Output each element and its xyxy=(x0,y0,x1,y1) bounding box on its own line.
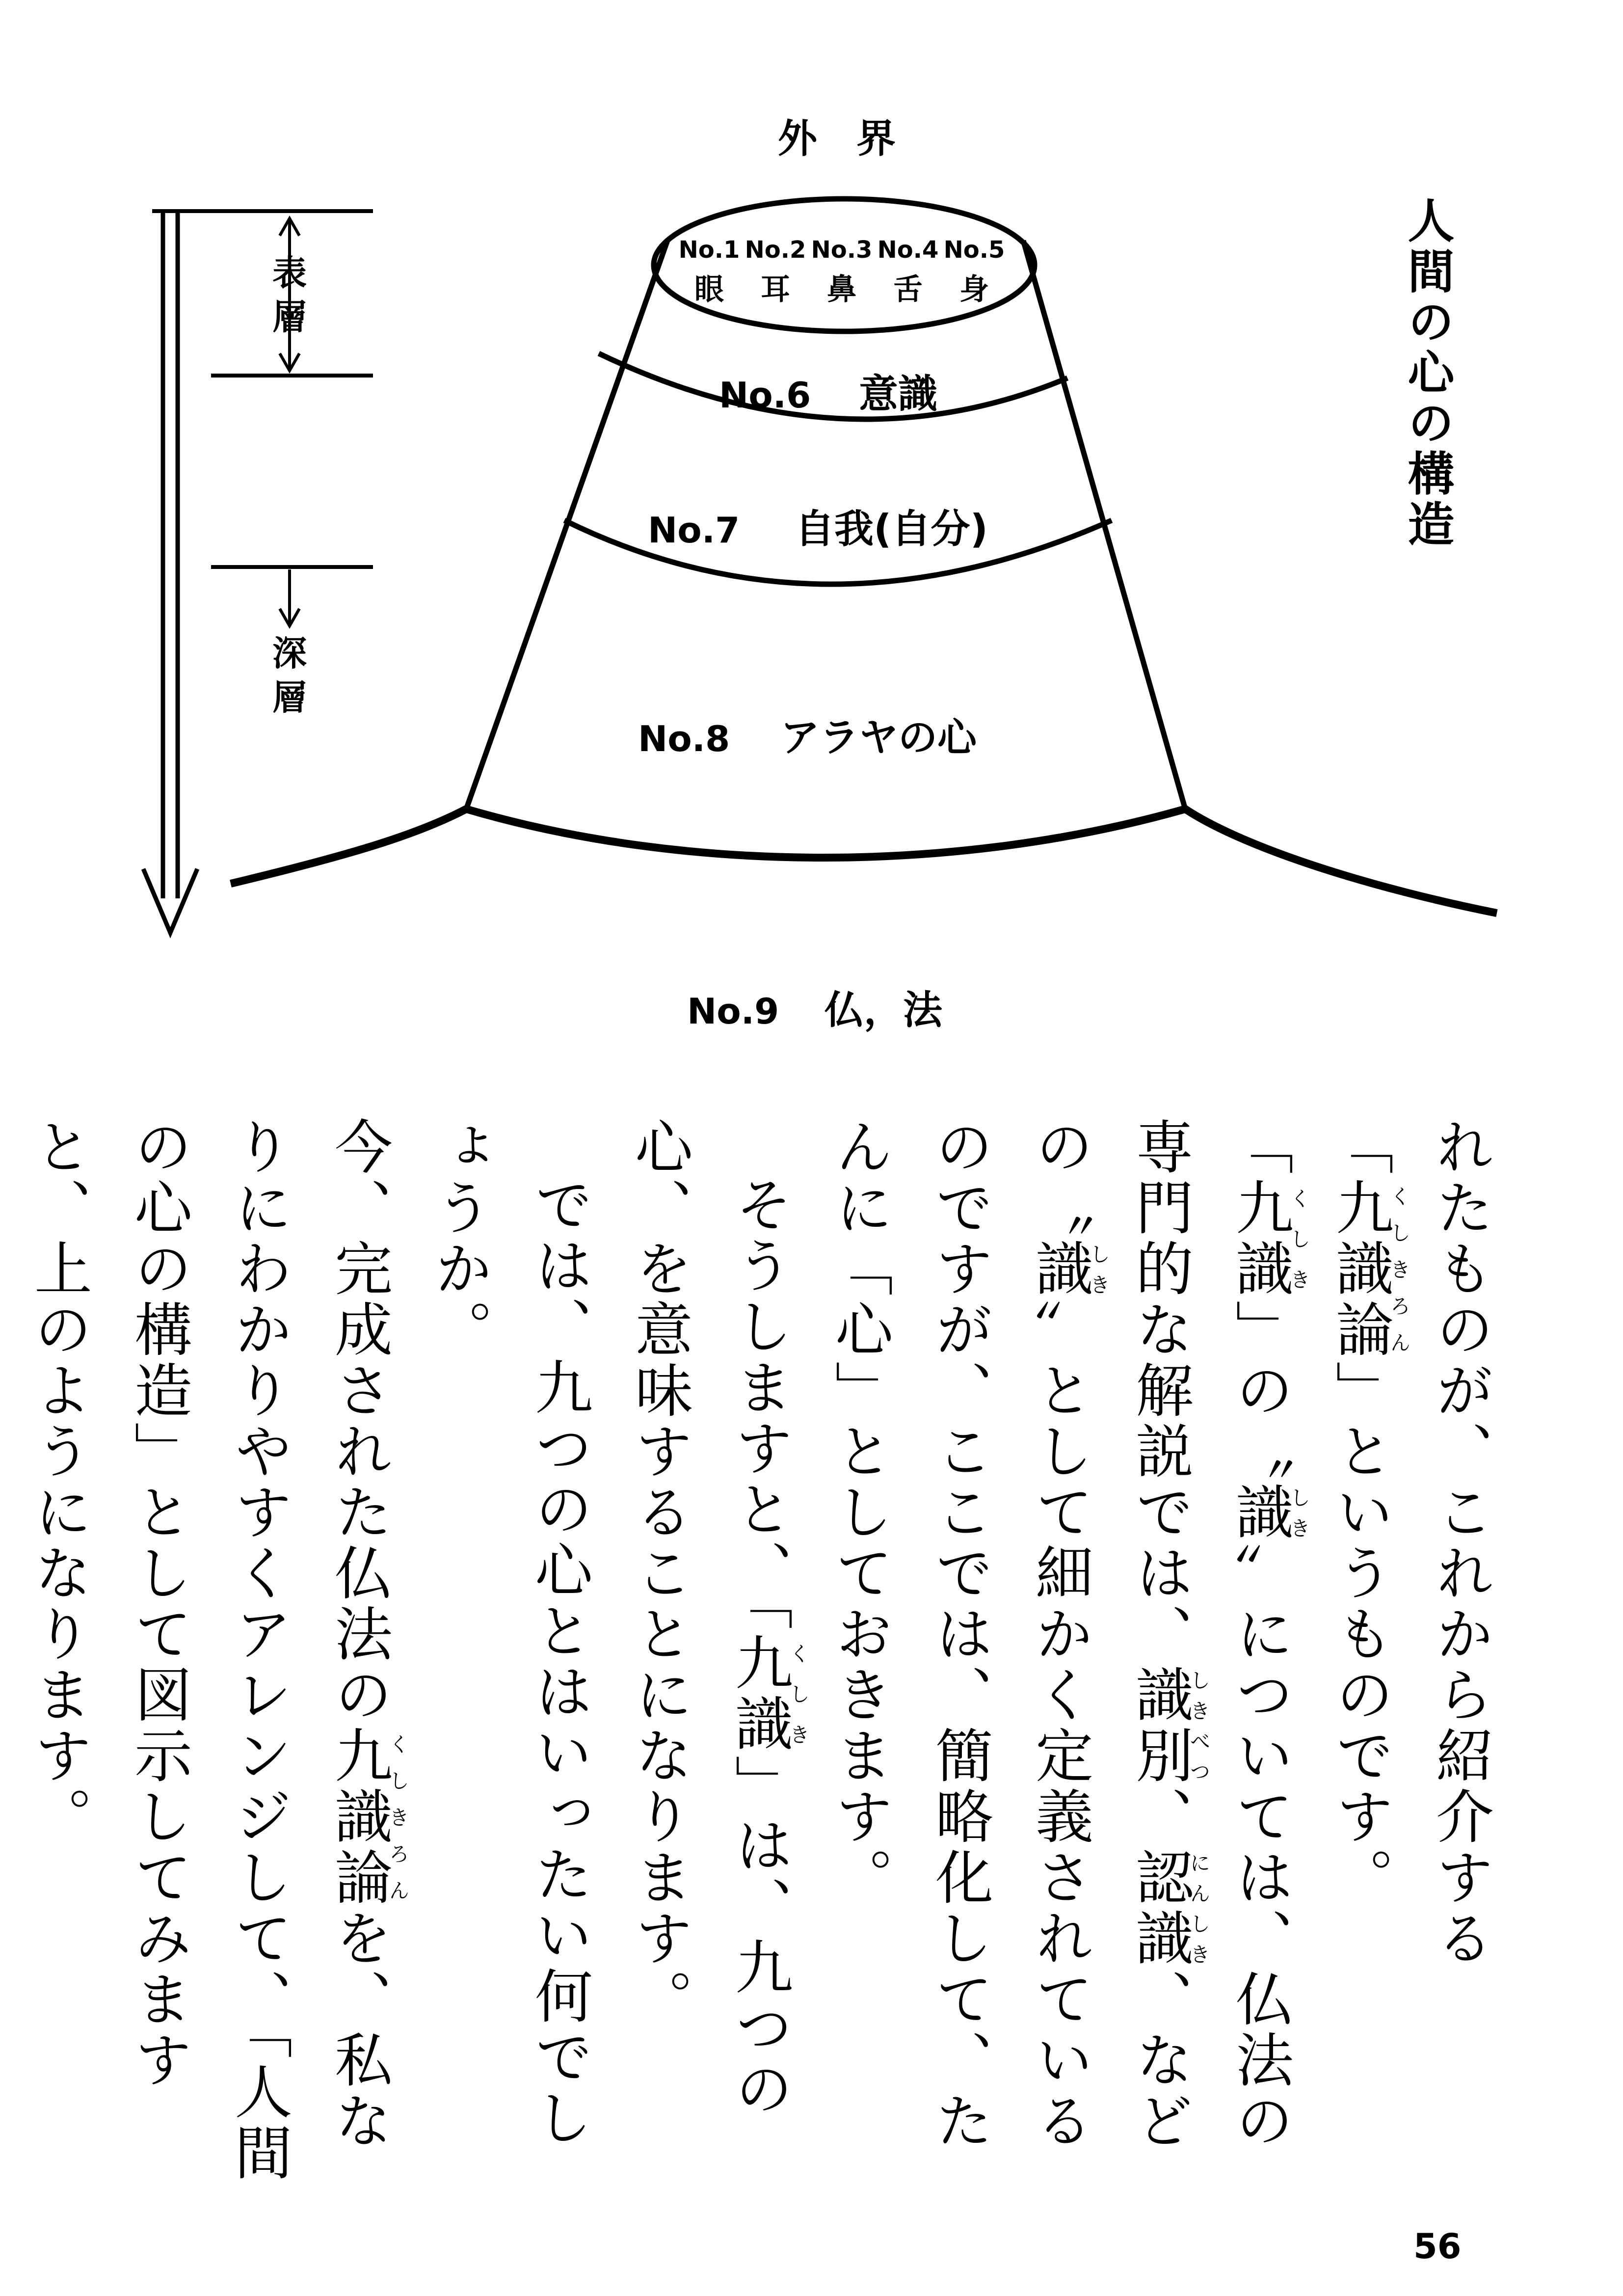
layer7-no: No.7 xyxy=(648,510,740,551)
sense-name: 耳 xyxy=(761,272,790,307)
top-label: 外 界 xyxy=(778,116,896,162)
sense-name: 身 xyxy=(959,272,989,307)
mountain-left-slope xyxy=(466,241,667,809)
surface-label-1: 表 xyxy=(272,253,307,293)
layer6-no: No.6 xyxy=(719,375,811,416)
ruby-reading: しき xyxy=(1287,1482,1311,1543)
ruby-reading: くしき xyxy=(1287,1178,1311,1299)
ruby-base: 九識 xyxy=(1226,1178,1294,1299)
paragraph-1 xyxy=(1310,1117,1510,2207)
ruby-shiki-2 xyxy=(1026,1239,1111,1299)
text-run: 〟については、仏法の専門的な解説では、 xyxy=(1126,1117,1294,2152)
mountain-base-curve xyxy=(231,809,1497,913)
ruby-reading: くしきろん xyxy=(1387,1178,1411,1360)
text-run: そうしますと、「 xyxy=(725,1175,793,1633)
text-run: れたものが、これから紹介する「 xyxy=(1326,1117,1494,1969)
ruby-base: 認識 xyxy=(1126,1847,1194,1969)
text-run: 、などの〝 xyxy=(1026,1117,1194,2152)
ruby-reading: にんしき xyxy=(1187,1847,1211,1969)
surface-label-2: 層 xyxy=(272,297,307,337)
ruby-kushiki xyxy=(1226,1178,1311,1299)
base-no: No.9 xyxy=(687,991,779,1032)
paragraph-4: では、九つの心とはいったい何でしょうか。 xyxy=(425,1117,593,2149)
ruby-base: 識別 xyxy=(1126,1665,1194,1786)
base-name: 仏，法 xyxy=(825,987,942,1033)
text-run: 今、完成された仏法の xyxy=(325,1117,393,1726)
sense-number: No.3 xyxy=(811,236,873,264)
mind-structure-diagram xyxy=(0,0,1623,1055)
sense-number: No.5 xyxy=(943,236,1005,264)
paragraph-5 xyxy=(8,1117,409,2207)
ruby-shiki xyxy=(1226,1482,1311,1543)
side-title: 人間の心の構造 xyxy=(1400,196,1454,550)
sense-number: No.1 xyxy=(678,236,740,264)
ruby-base: 識 xyxy=(1026,1239,1093,1299)
text-run: 」の〝 xyxy=(1226,1299,1294,1482)
ruby-reading: くしきろん xyxy=(386,1726,410,1908)
ruby-reading: しき xyxy=(1087,1239,1111,1299)
layer8-name: アラヤの心 xyxy=(780,715,977,760)
paragraph-3 xyxy=(609,1117,809,2207)
layer7-name: 自我(自分) xyxy=(795,506,988,552)
text-run: 」は、九つの心、を意味することになります。 xyxy=(625,1117,793,2120)
ruby-reading: しきべつ xyxy=(1187,1665,1211,1786)
senses-ellipse xyxy=(654,199,1035,331)
ruby-kushikiron-2 xyxy=(325,1726,410,1908)
ruby-shikibetsu xyxy=(1126,1665,1211,1786)
ruby-kushikiron xyxy=(1326,1178,1411,1360)
ruby-base: 九識論 xyxy=(325,1726,393,1908)
paragraph-2 xyxy=(809,1117,1310,2207)
text-run: 〟として細かく定義されているのですが、ここでは、簡略化して、たんに「心」としておきます。 xyxy=(825,1117,1093,2152)
layer-6-boundary xyxy=(599,353,1067,419)
ruby-reading: くしき xyxy=(786,1633,811,1755)
layer6-name: 意識 xyxy=(859,371,937,417)
ruby-base: 九識論 xyxy=(1326,1178,1394,1360)
body-text xyxy=(0,1117,1510,2207)
senses-group xyxy=(679,236,1005,307)
sense-name: 鼻 xyxy=(827,272,856,307)
page-number: 56 xyxy=(1413,2226,1462,2267)
text-run: 」というものです。 xyxy=(1326,1360,1394,1908)
sense-name: 眼 xyxy=(694,272,724,307)
sense-number: No.2 xyxy=(745,236,806,264)
deep-label-2: 層 xyxy=(272,677,307,718)
ruby-ninshiki xyxy=(1126,1847,1211,1969)
deep-label-1: 深 xyxy=(272,633,307,674)
text-run: 「 xyxy=(1226,1117,1294,1178)
sense-number: No.4 xyxy=(877,236,939,264)
paragraph-6 xyxy=(0,1117,8,2207)
ruby-base: 識 xyxy=(1226,1482,1294,1543)
sense-name: 舌 xyxy=(893,272,923,307)
text-run: 、 xyxy=(1126,1786,1194,1847)
ruby-kushiki-2 xyxy=(725,1633,811,1755)
depth-arrow-head xyxy=(143,869,197,933)
layer8-no: No.8 xyxy=(638,718,730,759)
ruby-base: 九識 xyxy=(725,1633,793,1755)
text-run: を、私なりにわかりやすくアレンジして、「人間の心の構造」として図示してみますと、上のようになります。 xyxy=(25,1117,393,2184)
